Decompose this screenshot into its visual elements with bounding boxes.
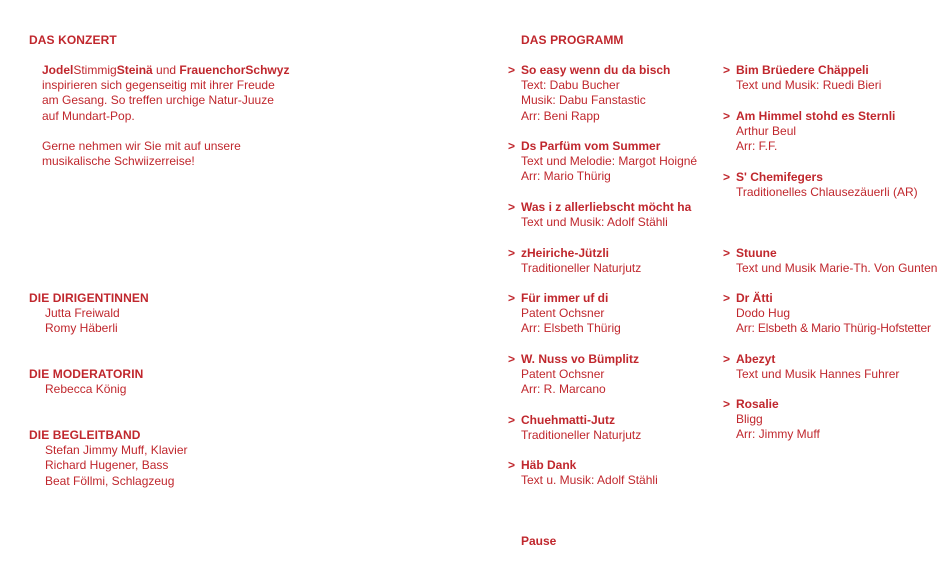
choir-line (42, 63, 289, 78)
song-credit: Text u. Musik: Adolf Stähli (521, 473, 658, 488)
arrow-icon: > (508, 291, 516, 305)
dirigentinnen-section (29, 291, 149, 337)
person-name: Jutta Freiwald (45, 306, 120, 321)
song-credit: Patent Ochsner (521, 367, 605, 382)
and-word: und (152, 63, 180, 77)
person-name: Stefan Jimmy Muff, Klavier (45, 443, 188, 458)
arrow-icon: > (508, 200, 516, 214)
program-item (723, 352, 900, 382)
invite-line: Gerne nehmen wir Sie mit auf unsere (42, 139, 241, 153)
person-name: Richard Hugener, Bass (45, 458, 169, 473)
program-item (723, 397, 820, 443)
program-item (723, 109, 896, 155)
konzert-heading: DAS KONZERT (29, 33, 117, 47)
moderatorin-heading: DIE MODERATORIN (29, 367, 144, 381)
program-item (723, 63, 882, 93)
song-credit: Traditionelles Chlausezäuerli (AR) (736, 185, 918, 200)
song-credit: Arr: Elsbeth Thürig (521, 321, 621, 336)
choir2-part-a: Frauenchor (179, 63, 246, 77)
arrow-icon: > (508, 246, 516, 260)
song-title: Abezyt (736, 352, 776, 366)
program-item (508, 458, 658, 488)
song-title: Bim Brüedere Chäppeli (736, 63, 869, 77)
invite-line: musikalische Schwiizerreise! (42, 154, 195, 169)
song-credit: Text und Musik: Adolf Stähli (521, 215, 668, 230)
song-title: Was i z allerliebscht möcht ha (521, 200, 692, 214)
song-title: So easy wenn du da bisch (521, 63, 671, 77)
song-credit: Bligg (736, 412, 763, 427)
program-item (723, 170, 918, 200)
song-credit: Arr: Mario Thürig (521, 169, 611, 184)
song-credit: Arr: F.F. (736, 139, 778, 154)
song-title: Rosalie (736, 397, 779, 411)
song-title: Häb Dank (521, 458, 577, 472)
choir2-part-b: Schwyz (245, 63, 290, 77)
moderatorin-section (29, 367, 143, 397)
arrow-icon: > (723, 170, 731, 184)
program-item (508, 63, 671, 124)
arrow-icon: > (723, 246, 731, 260)
program-item (508, 413, 642, 443)
program-item (508, 291, 621, 337)
program-item (723, 246, 938, 276)
song-credit: Musik: Dabu Fanstastic (521, 93, 646, 108)
program-item (723, 291, 931, 337)
song-credit: Arr: Beni Rapp (521, 108, 600, 123)
song-credit: Arr: Jimmy Muff (736, 427, 820, 442)
arrow-icon: > (508, 63, 516, 77)
song-credit: Text und Melodie: Margot Hoigné (521, 154, 698, 169)
song-credit: Traditioneller Naturjutz (521, 261, 642, 276)
person-name: Rebecca König (45, 382, 127, 397)
song-title: Stuune (736, 246, 777, 260)
song-credit: Arr: Elsbeth & Mario Thürig-Hofstetter (736, 321, 931, 336)
song-title: zHeiriche-Jützli (521, 246, 610, 260)
arrow-icon: > (508, 413, 516, 427)
arrow-icon: > (723, 352, 731, 366)
programm-heading: DAS PROGRAMM (521, 33, 624, 47)
choir1-part-c: Steinä (116, 63, 153, 77)
konzert-intro (42, 63, 289, 169)
song-credit: Arr: R. Marcano (521, 382, 606, 397)
arrow-icon: > (508, 139, 516, 153)
song-title: Dr Ätti (736, 291, 773, 305)
song-credit: Dodo Hug (736, 306, 791, 321)
begleitband-heading: DIE BEGLEITBAND (29, 428, 141, 442)
intro-line: inspirieren sich gegenseitig mit ihrer Freude (42, 78, 275, 93)
program-item (508, 352, 640, 398)
intro-line: am Gesang. So treffen urchige Natur-Juuze (42, 93, 274, 108)
choir1-part-a: Jodel (42, 63, 74, 77)
song-title: Chuehmatti-Jutz (521, 413, 615, 427)
song-credit: Text und Musik: Ruedi Bieri (736, 78, 882, 93)
song-title: Ds Parfüm vom Summer (521, 139, 661, 153)
program-item (508, 200, 692, 230)
program-item (508, 139, 698, 185)
arrow-icon: > (508, 352, 516, 366)
song-credit: Text und Musik Hannes Fuhrer (736, 367, 900, 382)
arrow-icon: > (508, 458, 516, 472)
choir1-part-b: Stimmig (73, 63, 117, 77)
song-title: W. Nuss vo Bümplitz (521, 352, 640, 366)
song-title: Am Himmel stohd es Sternli (736, 109, 896, 123)
dirigentinnen-heading: DIE DIRIGENTINNEN (29, 291, 149, 305)
begleitband-section (29, 428, 188, 489)
program-item (508, 246, 642, 276)
arrow-icon: > (723, 109, 731, 123)
song-title: Für immer uf di (521, 291, 609, 305)
song-credit: Text und Musik Marie-Th. Von Gunten (736, 261, 938, 276)
intro-line: auf Mundart-Pop. (42, 108, 135, 123)
person-name: Romy Häberli (45, 321, 118, 336)
song-credit: Patent Ochsner (521, 306, 605, 321)
arrow-icon: > (723, 397, 731, 411)
pause-label: Pause (521, 534, 557, 548)
person-name: Beat Föllmi, Schlagzeug (45, 473, 175, 488)
song-credit: Arthur Beul (736, 124, 797, 139)
arrow-icon: > (723, 291, 731, 305)
song-title: S' Chemifegers (736, 170, 823, 184)
arrow-icon: > (723, 63, 731, 77)
song-credit: Traditioneller Naturjutz (521, 428, 642, 443)
song-credit: Text: Dabu Bucher (521, 78, 620, 93)
